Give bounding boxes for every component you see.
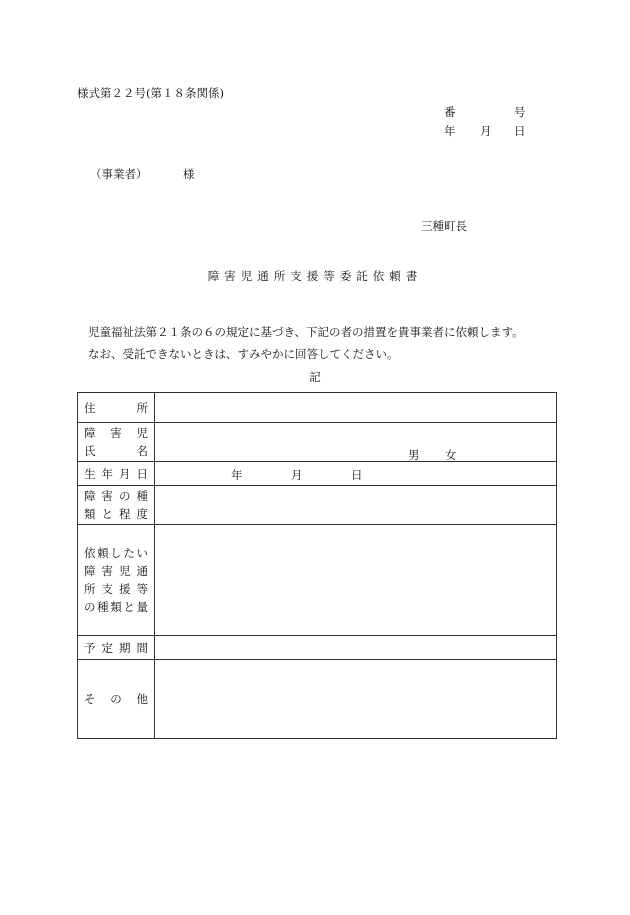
- sex-female-option[interactable]: 女: [445, 448, 457, 462]
- label-char: 害: [101, 564, 113, 578]
- label-char: 類: [110, 600, 122, 614]
- birth-month-label: 月: [291, 468, 303, 482]
- requested-services-label: [78, 525, 155, 636]
- scheduled-period-field[interactable]: [155, 636, 557, 660]
- label-text: [78, 562, 154, 580]
- label-char: 年: [101, 466, 113, 481]
- label-text: [78, 424, 154, 442]
- label-char: そ: [84, 692, 96, 706]
- sex-male-option[interactable]: 男: [408, 448, 420, 462]
- disability-type-field[interactable]: [155, 486, 557, 525]
- label-char: 量: [136, 600, 148, 614]
- label-char: 障: [84, 426, 96, 440]
- label-char: 支: [101, 582, 113, 596]
- label-char: と: [123, 600, 135, 614]
- label-char: 害: [110, 426, 122, 440]
- birth-day-label: 日: [351, 468, 363, 482]
- body-text-line-1: 児童福祉法第２１条の６の規定に基づき、下記の者の措置を貴事業者に依頼します。: [88, 325, 524, 339]
- label-char: 月: [119, 466, 131, 481]
- label-char: 期: [119, 640, 131, 655]
- issuer-name: 三種町長: [421, 219, 467, 233]
- label-char: 障: [84, 564, 96, 578]
- birth-year-label: 年: [231, 468, 243, 482]
- label-text: [78, 580, 154, 598]
- label-char: 所: [84, 582, 96, 596]
- label-char: の: [84, 600, 96, 614]
- label-char: 定: [101, 640, 113, 655]
- label-char: 障: [84, 489, 96, 503]
- birthdate-field[interactable]: [155, 462, 557, 486]
- requested-services-field[interactable]: [155, 525, 557, 636]
- label-text: [78, 442, 154, 460]
- label-text: [78, 544, 154, 562]
- label-text: [78, 690, 154, 708]
- label-char: 程: [119, 507, 131, 521]
- label-char: の: [119, 489, 131, 503]
- label-char: と: [101, 507, 113, 521]
- label-text: [78, 598, 154, 616]
- addressee-label: （事業者）: [90, 167, 148, 181]
- label-text: [78, 639, 154, 657]
- address-field[interactable]: [155, 393, 557, 423]
- table-row: [78, 660, 557, 739]
- label-char: 日: [136, 466, 148, 481]
- label-char: 種: [97, 600, 109, 614]
- date-year-label: 年: [444, 124, 456, 138]
- scheduled-period-label: [78, 636, 155, 660]
- label-char: 依: [84, 546, 96, 560]
- other-label: [78, 660, 155, 739]
- label-char: 生: [84, 466, 96, 481]
- label-char: の: [110, 692, 122, 706]
- birthdate-label: [78, 462, 155, 486]
- other-field[interactable]: [155, 660, 557, 739]
- table-row: [78, 636, 557, 660]
- label-char: 害: [101, 489, 113, 503]
- disability-type-label: [78, 486, 155, 525]
- label-char: 他: [136, 692, 148, 706]
- label-char: 所: [136, 400, 148, 415]
- label-char: 児: [119, 564, 131, 578]
- label-text: [78, 487, 154, 505]
- label-char: 間: [136, 640, 148, 655]
- label-char: 度: [136, 507, 148, 521]
- label-char: 通: [136, 564, 148, 578]
- label-char: 等: [136, 582, 148, 596]
- body-text-line-2: なお、受託できないときは、すみやかに回答してください。: [88, 347, 399, 361]
- ki-heading: 記: [309, 370, 321, 384]
- label-char: 名: [136, 444, 148, 458]
- reference-number-suffix: 号: [514, 105, 526, 119]
- label-char: 援: [119, 582, 131, 596]
- label-char: 類: [84, 507, 96, 521]
- label-char: 住: [84, 400, 96, 415]
- label-text: [78, 505, 154, 523]
- address-label: [78, 393, 155, 423]
- date-month-label: 月: [480, 124, 492, 138]
- table-row: [78, 393, 557, 423]
- label-char: い: [136, 546, 148, 560]
- addressee-honorific: 様: [183, 167, 195, 181]
- child-name-label: [78, 423, 155, 462]
- child-name-field[interactable]: [155, 423, 557, 462]
- label-char: 氏: [84, 444, 96, 458]
- label-char: 頼: [97, 546, 109, 560]
- table-row: [78, 423, 557, 462]
- label-char: 予: [84, 640, 96, 655]
- table-row: [78, 525, 557, 636]
- label-char: し: [110, 546, 122, 560]
- label-char: た: [123, 546, 135, 560]
- reference-number-label: 番: [444, 105, 456, 119]
- form-number: 様式第２２号(第１８条関係): [77, 86, 224, 100]
- label-char: 種: [136, 489, 148, 503]
- label-text: [78, 465, 154, 483]
- label-text: [78, 399, 154, 417]
- table-row: [78, 486, 557, 525]
- form-table: [77, 392, 557, 739]
- document-title: 障害児通所支援等委託依頼書: [207, 269, 423, 283]
- label-char: 児: [136, 426, 148, 440]
- table-row: [78, 462, 557, 486]
- date-day-label: 日: [514, 124, 526, 138]
